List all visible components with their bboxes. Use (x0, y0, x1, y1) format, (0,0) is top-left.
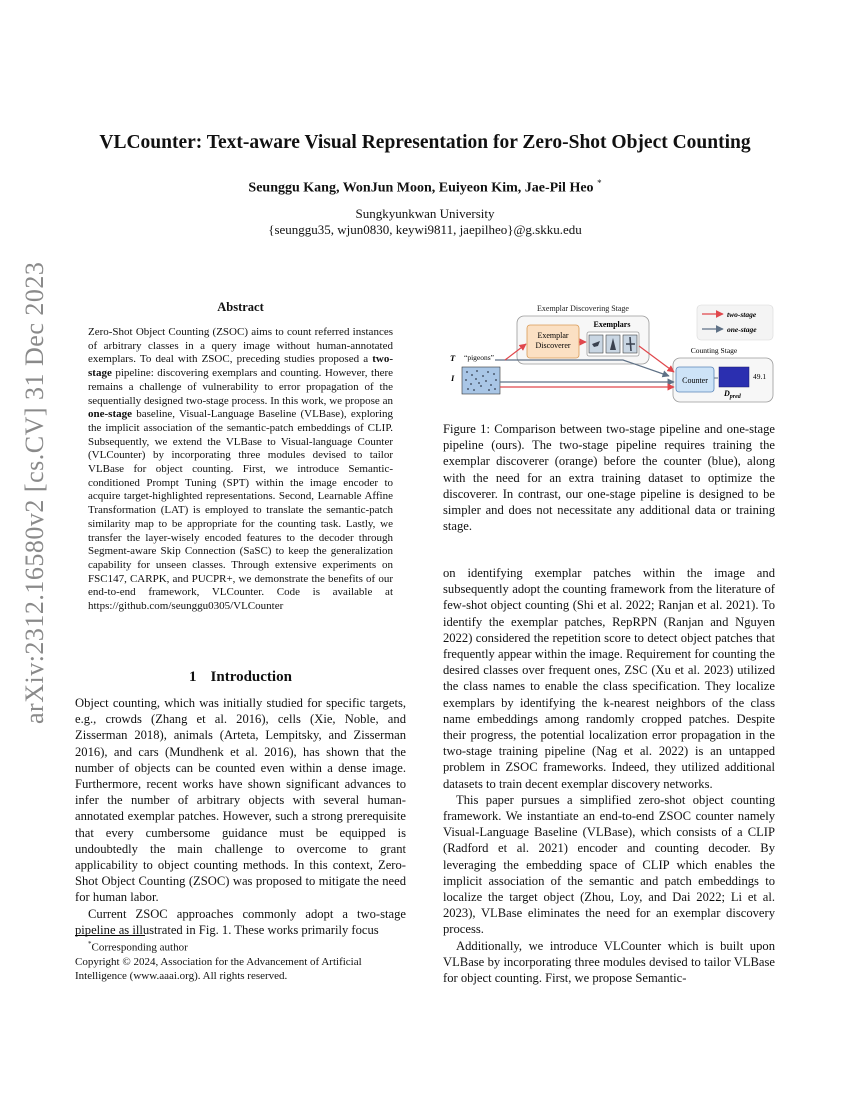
prediction-subscript: pred (729, 394, 741, 400)
corresponding-author-mark: * (597, 178, 602, 188)
exemplar-stage-label: Exemplar Discovering Stage (537, 304, 629, 313)
intro-paragraph-1: Object counting, which was initially studied for specific targets, e.g., crowds (Zhang et al. 2016), cells (Xie, Noble, and Zisserman 2018), animals (Arteta, Lempitsky, and Zisserman 2016), and cars (Mundhenk et al. 2016), has shown that the number of objects can be counted even within a dense image. Furthermore, recent works have shown significant advances to infer the number of arbitrary objects with several human-annotated exemplar patches. However, such a strong prerequisite that every cumbersome guidance must be equipped is undoubtedly the main challenge to overcome to grant applicability to object counting methods. In this context, Zero-Shot Object Counting (ZSOC) was proposed to mitigate the need for human labor. (75, 696, 406, 905)
right-paragraph-3: Additionally, we introduce VLCounter which is built upon VLBase by incorporating three modules devised to tailor VLBase for object counting. First, we propose Semantic- (443, 938, 775, 986)
abstract-heading: Abstract (217, 300, 264, 314)
abstract-emphasis-one-stage: one-stage (88, 408, 132, 421)
affiliation: Sungkyunkwan University (355, 206, 495, 221)
abstract-body (88, 326, 393, 614)
figure-1-pipeline-diagram (443, 300, 775, 410)
paper-title: VLCounter: Text-aware Visual Representation for Zero-Shot Object Counting (99, 132, 751, 153)
author-names: Seunggu Kang, WonJun Moon, Euiyeon Kim, Jae-Pil Heo (248, 180, 594, 196)
discoverer-label-line1: Exemplar (537, 331, 569, 340)
figure-1-caption: Figure 1: Comparison between two-stage pipeline and one-stage pipeline (ours). The two-stage pipeline requires training the exemplar discoverer (orange) before the counter (blue), along with the need for an extra training dataset to optimize the discoverer. In contrast, our one-stage pipeline is designed to be simpler and does not necessitate any additional data or training stage. (443, 422, 775, 534)
footnotes (75, 937, 406, 983)
author-list (60, 178, 790, 197)
section-heading-introduction (75, 669, 406, 686)
arxiv-identifier-stamp: arXiv:2312.16580v2 [cs.CV] 31 Dec 2023 (20, 261, 49, 725)
counting-stage-label: Counting Stage (690, 346, 738, 355)
legend-one-stage-label: one-stage (727, 325, 757, 334)
footnote-corresponding-text: Corresponding author (91, 941, 188, 954)
prediction-symbol-letter: D (724, 389, 730, 398)
input-image (462, 367, 500, 394)
right-paragraph-2: This paper pursues a simplified zero-shot object counting framework. We instantiate an end-to-end ZSOC counter namely Visual-Language Baseline (VLBase), which consists of a CLIP (Radford et al. 2021) encoder and counting decoder. By leveraging the embedding space of CLIP which enables the implicit association of the semantic and patch embeddings to localize the target object (Zhou, Loy, and Dai 2022; Li et al. 2023), VLBase eliminates the need for an exemplar discovery process. (443, 792, 775, 937)
intro-paragraph-2: Current ZSOC approaches commonly adopt a two-stage pipeline as illustrated in Fig. 1. These works primarily focus (75, 906, 406, 937)
right-column-text (443, 565, 775, 986)
introduction-text (75, 695, 406, 938)
legend-two-stage-label: two-stage (727, 310, 757, 319)
abstract-text-1: Zero-Shot Object Counting (ZSOC) aims to count referred instances of arbitrary classes in a query image without human-annotated exemplars. To deal with ZSOC, preceding studies proposed a (88, 326, 393, 366)
abstract-text-2: pipeline: discovering exemplars and counting. However, there remains a challenge of vulnerability to error propagation of the sequentially designed two-stage process. In this work, we propose an (88, 367, 393, 407)
density-map (719, 367, 749, 387)
footnote-mark: * (88, 940, 92, 948)
prediction-value: 49.1 (753, 372, 767, 381)
image-input-symbol: I (451, 373, 455, 383)
author-emails: {seunggu35, wjun0830, keywi9811, jaepilheo}@g.skku.edu (268, 222, 582, 237)
text-input-value: “pigeons” (464, 353, 494, 362)
exemplars-label: Exemplars (593, 320, 631, 329)
abstract-text-3: baseline, Visual-Language Baseline (VLBase), exploring the implicit association of the semantic-patch embeddings of CLIP. Subsequently, we extend the VLBase to Visual-language Counter (VLCounter) by incorporating three modules devised to tailor VLBase for object counting. First, we introduce Semantic-conditioned Prompt Tuning (SPT) within the image encoder to acquire target-highlighted representations. Second, Learnable Affine Transformation (LAT) is employed to translate the semantic-patch similarity map to be appropriate for the counting task. Lastly, we transfer the layer-wisely encoded features to the decoder through Segment-aware Skip Connection (SaSC) to keep the generalization capability for unseen classes. Through extensive experiments on FSC147, CARPK, and PUCPR+, we demonstrate the benefits of our end-to-end framework, VLCounter. Code is available at https://github.com/seunggu0305/VLCounter (88, 408, 393, 613)
right-paragraph-1: on identifying exemplar patches within the image and subsequently adopt the counting framework from the literature of few-shot object counting (Shi et al. 2022; Ranjan et al. 2021). To identify the exemplar patches, RepRPN (Ranjan and Nguyen 2022) considered the repetition score to detect object patches that frequently appear within the image. Requirement for counting the desired classes over frequent ones, ZSC (Xu et al. 2023) utilized the class names to enable the class specification. They localize exemplars by identifying the k-nearest neighbors of the class name embeddings among randomly cropped patches. Despite their progress, the potential localization error propagation in the two-stage training pipeline (Nag et al. 2022) is an untapped problem in ZSOC frameworks. Indeed, they utilized additional datasets to train decent exemplar discovery networks. (443, 566, 775, 791)
section-title: Introduction (210, 669, 292, 685)
copyright-notice: Copyright © 2024, Association for the Advancement of Artificial Intelligence (www.aaai.org). All rights reserved. (75, 955, 362, 982)
footnote-corresponding (75, 937, 406, 955)
section-number: 1 (189, 669, 197, 685)
text-input-symbol: T (450, 353, 456, 363)
counter-label: Counter (682, 376, 708, 385)
footnote-divider (75, 935, 145, 936)
discoverer-label-line2: Discoverer (535, 341, 571, 350)
abstract-emphasis-two-stage: two-stage (88, 353, 393, 380)
affiliation-block (60, 206, 790, 238)
